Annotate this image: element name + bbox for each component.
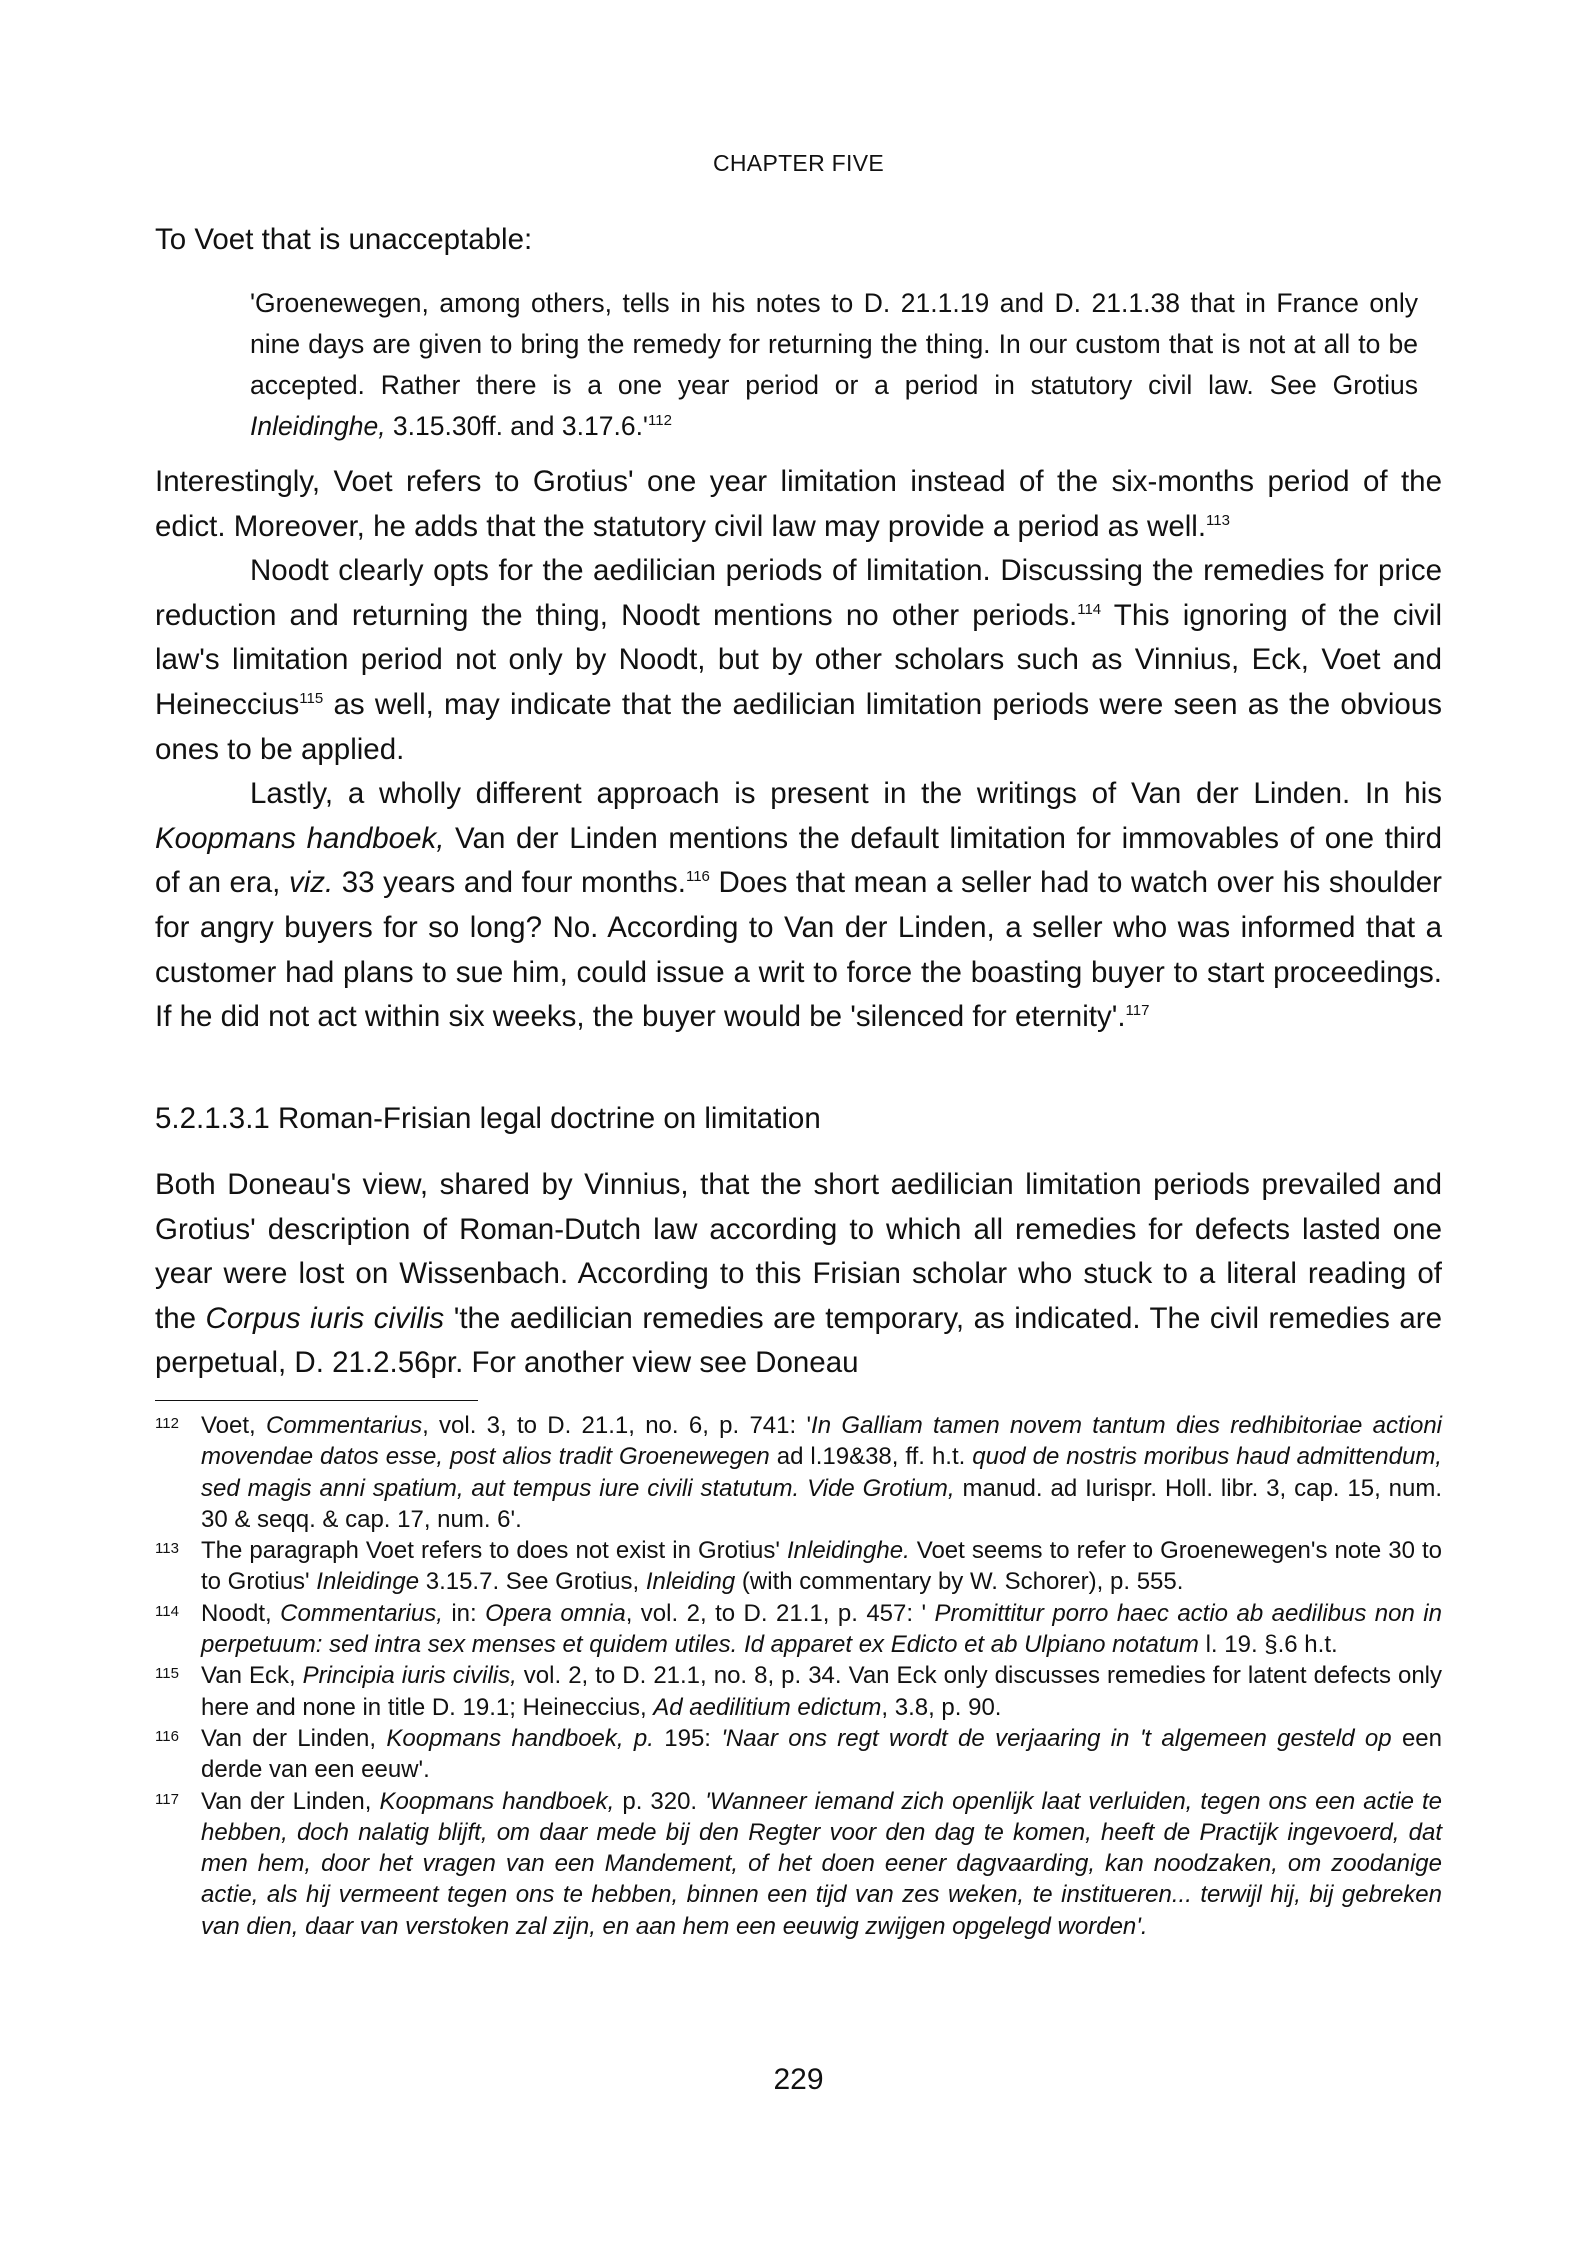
italic-text: 'Wanneer iemand zich openlijk laat verluiden, tegen ons een actie te hebben, doch nalatig blijft, om daar mede bij den Regter voor den dag te komen, heeft de Practijk ingevoerd, dat men hem, door het vragen van een Mandement, of het doen eener dagvaarding, kan noodzaken, om zoodanige actie, als hij vermeent tegen ons te hebben, binnen een tijd van zes weken, te institueren... terwijl hij, bij gebreken van dien, daar van verstoken zal zijn, en aan hem een eeuwig zwijgen opgelegd worden'. <box>201 1787 1442 1940</box>
text-run: Van der Linden, <box>201 1787 380 1815</box>
footnotes <box>155 1410 1442 1942</box>
text-run: Interestingly, Voet refers to Grotius' one year limitation instead of the six-months period of the edict. Moreover, he adds that the statutory civil law may provide a period as well. <box>155 465 1442 543</box>
text-run: 195: <box>653 1724 722 1752</box>
body-paragraphs <box>155 460 1442 1040</box>
italic-text: Promittitur porro haec actio ab aedilibus non in perpetuum: sed intra sex menses et quidem utiles. Id apparet ex Edicto et ab Ulpiano notatum <box>201 1599 1442 1659</box>
footnote-ref-114[interactable]: 114 <box>1077 600 1102 618</box>
footnote-number: 114 <box>155 1602 179 1620</box>
footnote-117 <box>155 1786 1442 1942</box>
footnote-number: 113 <box>155 1540 179 1558</box>
text-run: (with commentary by W. Schorer), p. 555. <box>735 1568 1184 1596</box>
text-run: Van Eck, <box>201 1662 303 1690</box>
italic-text: In Galliam tamen novem tantum dies redhibitoriae actioni movendae datos esse, post alios tradit Groenewegen <box>201 1412 1443 1471</box>
page-number: 229 <box>773 2063 824 2096</box>
paragraph-last <box>155 1163 1442 1386</box>
footnote-ref-113[interactable]: 113 <box>1206 511 1230 529</box>
footnote-113 <box>155 1535 1442 1598</box>
paragraph <box>155 772 1442 1040</box>
text-run: , vol. 2, to D. 21.1, p. 457: ' <box>625 1599 935 1627</box>
text-run: manud. ad Iurispr. Holl. libr. 3, cap. 15, num. 30 & seqq. & cap. 17, num. 6'. <box>201 1474 1442 1533</box>
text-run: as well, may indicate that the aedilician limitation periods were seen as the obvious ones to be applied. <box>155 687 1442 766</box>
intro-line: To Voet that is unacceptable: <box>155 223 533 256</box>
text-run: ad l.19&38, ff. h.t. <box>769 1443 973 1471</box>
italic-text: Koopmans handboek, p. <box>386 1724 654 1752</box>
footnote-116 <box>155 1723 1442 1786</box>
italic-text: Inleidinghe. <box>786 1537 910 1565</box>
footnote-ref-115[interactable]: 115 <box>299 690 324 708</box>
quote-italic: Inleidinghe, <box>250 411 386 441</box>
italic-text: Ad aedilitium edictum <box>653 1693 882 1721</box>
footnote-114 <box>155 1598 1442 1661</box>
italic-text: quod de nostris moribus haud admittendum, sed magis anni spatium, aut tempus iure civili statutum. Vide Grotium, <box>201 1443 1442 1502</box>
text-run: in: <box>442 1599 486 1627</box>
footnote-ref-112[interactable]: 112 <box>648 412 672 430</box>
text-run: Noodt clearly opts for the aedilician periods of limitation. Discussing the remedies for price reduction and returning the thing, Noodt mentions no other periods. <box>155 554 1442 632</box>
text-run: Voet, <box>201 1412 267 1439</box>
text-run: Voet seems to refer to Groenewegen's note 30 to to Grotius' <box>201 1537 1442 1596</box>
footnote-number: 117 <box>155 1790 179 1808</box>
text-run: een derde van een eeuw'. <box>201 1724 1442 1784</box>
paragraph-text-end: 'the aedilician remedies are temporary, as indicated. The civil remedies are perpetual, D. 21.2.56pr. For another view see Doneau <box>155 1301 1442 1380</box>
footnote-number: 116 <box>155 1727 179 1745</box>
footnote-number: 115 <box>155 1665 179 1683</box>
italic-text: Koopmans handboek, <box>379 1787 615 1815</box>
italic-text: Koopmans handboek, <box>155 821 445 855</box>
text-run: Does that mean a seller had to watch over his shoulder for angry buyers for so long? No. According to Van der Linden, a seller who was informed that a customer had plans to sue him, could issue a writ to force the boasting buyer to start proceedings. If he did not act within six weeks, the buyer would be 'silenced for eternity'. <box>155 866 1442 1034</box>
quote-text: 'Groenewegen, among others, tells in his notes to D. 21.1.19 and D. 21.1.38 that in France only nine days are given to bring the remedy for returning the thing. In our custom that is not at all to be accepted. Rather there is a one year period or a period in statutory civil law. See Grotius <box>250 288 1418 400</box>
text-run: 33 years and four months. <box>333 866 686 900</box>
paragraph-text: Both Doneau's view, shared by Vinnius, that the short aedilician limitation periods prevailed and Grotius' description of Roman-Dutch law according to which all remedies for defects lasted one year were lost on Wissenbach. According to this Frisian scholar who stuck to a literal reading of the <box>155 1168 1442 1335</box>
paragraph <box>155 460 1442 549</box>
italic-text: Commentarius, <box>280 1599 443 1627</box>
italic-text: Commentarius <box>266 1412 423 1439</box>
text-run: Lastly, a wholly different approach is present in the writings of Van der Linden. In his <box>250 777 1442 811</box>
text-run: 3.15.7. See Grotius, <box>419 1568 646 1596</box>
paragraph <box>155 549 1442 772</box>
quote-text-end: 3.15.30ff. and 3.17.6.' <box>385 411 648 441</box>
text-run: Noodt, <box>201 1599 281 1627</box>
italic-text: 'Naar ons regt wordt de verjaaring in 't algemeen gesteld op <box>721 1724 1392 1752</box>
text-run: p. 320. <box>614 1787 706 1815</box>
italic-text: Principia iuris civilis, <box>302 1662 517 1690</box>
text-run: vol. 2, to D. 21.1, no. 8, p. 34. Van Eck only discusses remedies for latent defects only here and none in title D. 19.1; Heineccius, <box>201 1662 1443 1721</box>
text-run: , vol. 3, to D. 21.1, no. 6, p. 741: ' <box>422 1412 812 1439</box>
text-run: , 3.8, p. 90. <box>881 1693 1002 1721</box>
block-quote <box>250 283 1418 447</box>
footnote-number: 112 <box>155 1415 179 1432</box>
section-heading: 5.2.1.3.1 Roman-Frisian legal doctrine on limitation <box>155 1102 821 1135</box>
footnote-115 <box>155 1660 1442 1723</box>
footnote-ref-116[interactable]: 116 <box>685 868 710 886</box>
footnote-ref-117[interactable]: 117 <box>1125 1002 1150 1020</box>
italic-text: viz. <box>288 866 334 900</box>
italic-text: Inleidinge <box>316 1568 420 1596</box>
text-run: The paragraph Voet refers to does not exist in Grotius' <box>201 1537 787 1565</box>
text-run: Van der Linden mentions the default limitation for immovables of one third of an era, <box>155 821 1442 900</box>
footnote-separator <box>155 1400 478 1401</box>
running-head: CHAPTER FIVE <box>712 150 884 176</box>
paragraph-italic: Corpus iuris civilis <box>205 1301 445 1335</box>
footnote-112 <box>155 1410 1442 1535</box>
text-run: This ignoring of the civil law's limitation period not only by Noodt, but by other scholars such as Vinnius, Eck, Voet and Heineccius <box>155 598 1442 721</box>
italic-text: Opera omnia <box>485 1599 626 1627</box>
italic-text: Inleiding <box>645 1568 736 1596</box>
text-run: l. 19. §.6 h.t. <box>1198 1631 1338 1659</box>
text-run: Van der Linden, <box>201 1724 387 1752</box>
